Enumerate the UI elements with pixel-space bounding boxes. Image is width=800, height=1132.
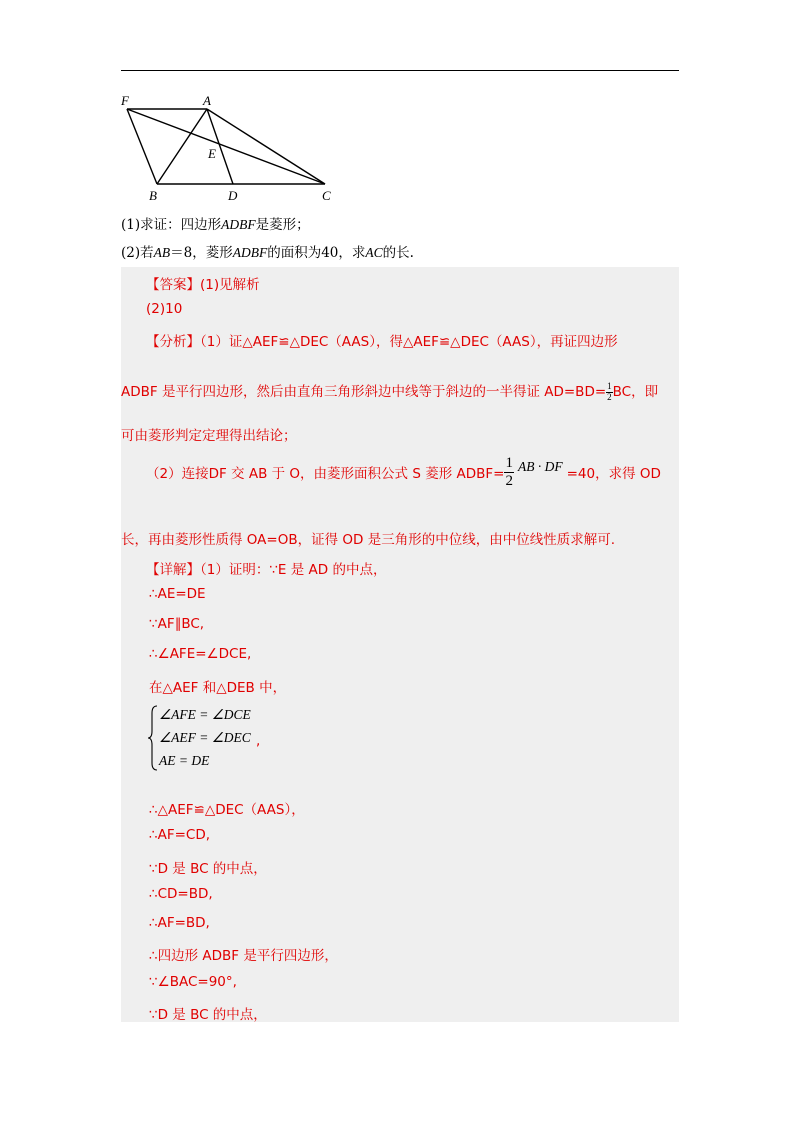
label-F: F (121, 93, 129, 108)
detail-line-6: ∴△AEF≌△DEC（AAS）， (149, 802, 305, 818)
fraction-one-half: $\frac{1}{2}$ (607, 380, 612, 402)
detail-line-4: ∴∠AFE=∠DCE, (149, 646, 252, 662)
detail-line-11: ∴四边形 ADBF 是平行四边形， (149, 948, 338, 964)
detail-line-10: ∴AF=BD, (149, 915, 210, 931)
question-part-2: (2)若AB＝8，菱形ADBF的面积为40，求AC的长. (121, 245, 414, 261)
analysis-line-4: （2）连接DF 交 AB 于 O，由菱形面积公式 S 菱形 ADBF= $\frac{1}{2}$ AB · DF =40，求得 OD (146, 455, 661, 489)
equation-2: ∠AEF = ∠DEC (159, 730, 251, 745)
detail-line-13: ∵D 是 BC 的中点， (149, 1007, 267, 1023)
fraction-one-half-large: $\frac{1}{2}$ (505, 455, 513, 489)
top-rule (121, 70, 679, 71)
label-A: A (203, 93, 211, 108)
label-E: E (208, 146, 216, 161)
detail-line-3: ∵AF∥BC, (149, 616, 205, 632)
equation-1: ∠AFE = ∠DCE (159, 707, 251, 722)
detail-line-7: ∴AF=CD, (149, 827, 211, 843)
label-D: D (228, 188, 238, 203)
detail-line-2: ∴AE=DE (149, 586, 206, 602)
label-C: C (322, 188, 331, 203)
equation-3: AE = DE (159, 753, 210, 768)
analysis-line-2: ADBF 是平行四边形，然后由直角三角形斜边中线等于斜边的一半得证 AD=BD= $\frac{1}{2}$ BC，即 (121, 380, 659, 402)
analysis-line-1: 【分析】（1）证△AEF≌△DEC（AAS），得△AEF≌△DEC（AAS），再证四边形 (146, 334, 618, 350)
detail-line-12: ∵∠BAC=90°, (149, 974, 237, 990)
equation-system (147, 703, 251, 772)
analysis-line-3: 可由菱形判定定理得出结论； (121, 428, 297, 444)
detail-line-5: 在△AEF 和△DEB 中， (149, 680, 287, 696)
label-B: B (149, 188, 157, 203)
left-brace-icon (147, 705, 159, 771)
geometry-figure (115, 92, 345, 204)
analysis-line-5: 长，再由菱形性质得 OA=OB，证得 OD 是三角形的中位线，由中位线性质求解可. (121, 532, 616, 548)
detail-line-1: 【详解】（1）证明：∵E 是 AD 的中点， (146, 562, 387, 578)
answer-line-1: 【答案】(1)见解析 (146, 277, 260, 293)
equation-system-comma: , (256, 733, 261, 749)
detail-line-9: ∴CD=BD, (149, 886, 213, 902)
question-part-1: (1)求证：四边形ADBF是菱形； (121, 217, 310, 233)
detail-line-8: ∵D 是 BC 的中点， (149, 861, 267, 877)
answer-line-2: (2)10 (146, 301, 183, 317)
